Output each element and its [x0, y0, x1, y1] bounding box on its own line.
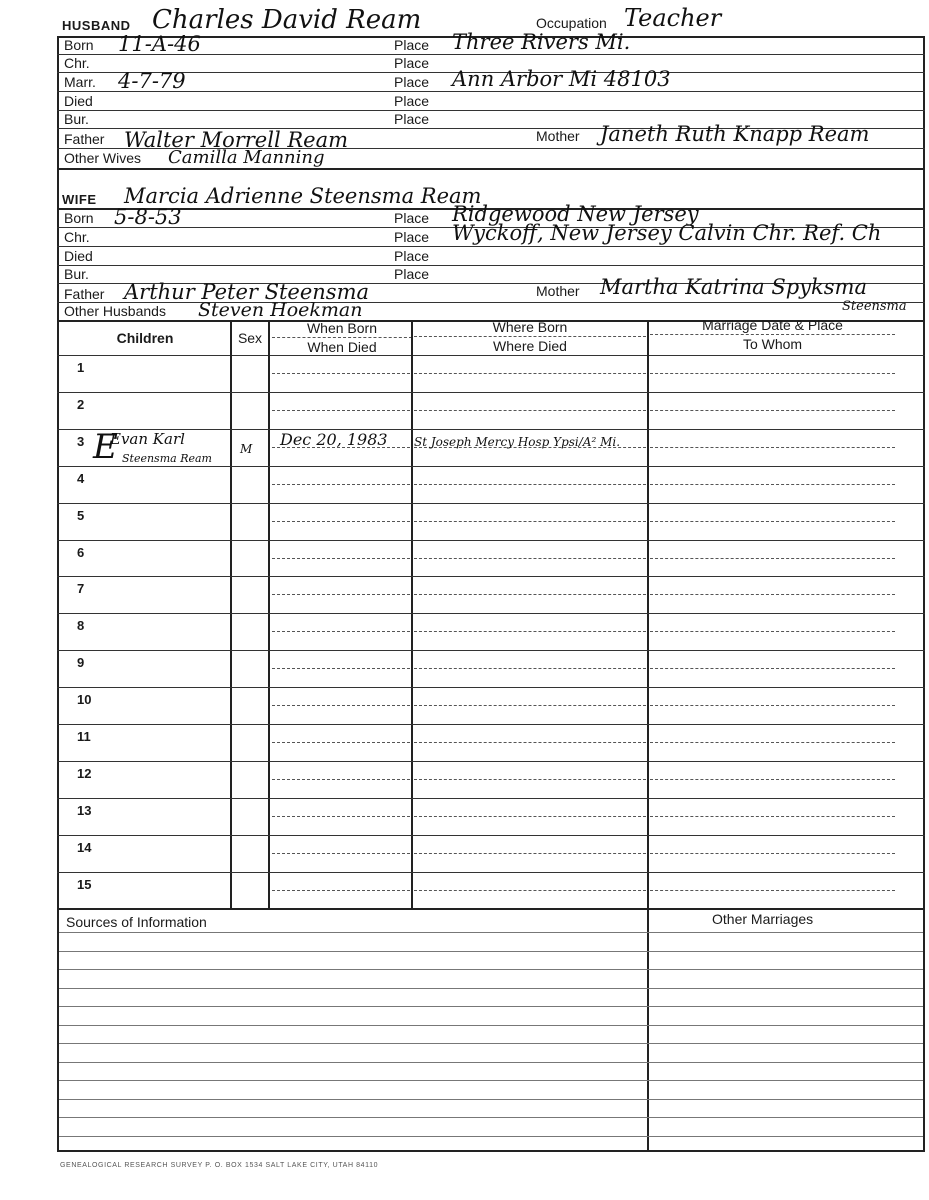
child-row-number: 3	[77, 434, 85, 449]
child-row-divider	[272, 816, 410, 817]
child-row-number: 14	[77, 840, 92, 855]
occupation-label: Occupation	[536, 15, 607, 31]
child-row-divider	[650, 484, 895, 485]
child-row-divider	[650, 890, 895, 891]
child-row-line	[57, 392, 925, 393]
child-row-number: 10	[77, 692, 92, 707]
husband-row-place-label: Place	[394, 37, 430, 53]
wife-row-place-label: Place	[394, 210, 430, 226]
source-ruled-line	[59, 1136, 923, 1137]
husband-row-label: Bur.	[64, 111, 89, 127]
child-row-number: 11	[77, 729, 91, 744]
wife-row-place-label: Place	[394, 248, 430, 264]
wife-row-label: Died	[64, 248, 93, 264]
to-whom-header: To Whom	[742, 336, 803, 352]
child-3-when-born: Dec 20, 1983	[280, 430, 388, 449]
child-row-number: 1	[77, 360, 85, 375]
child-row-divider	[272, 484, 410, 485]
child-row-divider	[414, 742, 646, 743]
col-divider-when	[268, 320, 270, 908]
other-wives-value: Camilla Manning	[168, 147, 325, 168]
marriage-header: Marriage Date & Place	[702, 317, 843, 333]
husband-father-label: Father	[64, 131, 105, 147]
husband-row-line	[57, 54, 925, 55]
wife-row-line	[57, 246, 925, 247]
source-ruled-line	[59, 951, 923, 952]
col-divider-where	[411, 320, 413, 908]
wife-label: WIFE	[62, 192, 97, 207]
husband-section-end	[57, 168, 925, 170]
wife-mother-note: Steensma	[842, 299, 907, 314]
child-row-divider	[272, 410, 410, 411]
source-ruled-line	[59, 1006, 923, 1007]
when-born-header: When Born	[306, 320, 378, 336]
marriage-header-divider	[650, 334, 895, 335]
child-3-name-line2: Steensma Ream	[122, 452, 212, 465]
wife-row-label: Born	[64, 210, 94, 226]
col-divider-marriage	[647, 320, 649, 1152]
wife-father-value: Arthur Peter Steensma	[124, 280, 370, 304]
child-row-line	[57, 835, 925, 836]
when-header-divider	[272, 337, 412, 338]
wife-name: Marcia Adrienne Steensma Ream	[124, 184, 482, 208]
sources-label: Sources of Information	[66, 914, 207, 930]
wife-father-line	[57, 302, 925, 303]
source-ruled-line	[59, 988, 923, 989]
source-ruled-line	[59, 1099, 923, 1100]
husband-row-label: Died	[64, 93, 93, 109]
husband-row-place-label: Place	[394, 111, 430, 127]
child-row-divider	[272, 853, 410, 854]
other-marriages-label: Other Marriages	[712, 911, 814, 927]
wife-row-place-label: Place	[394, 229, 430, 245]
husband-father-value: Walter Morrell Ream	[124, 128, 349, 152]
wife-row-line	[57, 265, 925, 266]
child-row-line	[57, 872, 925, 873]
child-row-line	[57, 613, 925, 614]
child-row-line	[57, 687, 925, 688]
husband-row-place-value: Ann Arbor Mi 48103	[452, 67, 671, 91]
child-row-divider	[272, 742, 410, 743]
child-row-divider	[272, 558, 410, 559]
wife-row-value: 5-8-53	[114, 205, 182, 229]
child-row-divider	[272, 594, 410, 595]
child-row-number: 9	[77, 655, 85, 670]
husband-row-value: 11-A-46	[118, 32, 201, 56]
child-row-number: 2	[77, 397, 85, 412]
child-row-number: 5	[77, 508, 85, 523]
children-header: Children	[116, 330, 174, 346]
child-row-line	[57, 576, 925, 577]
husband-row-label: Chr.	[64, 55, 90, 71]
husband-row-value: 4-7-79	[118, 69, 186, 93]
child-row-line	[57, 429, 925, 430]
col-divider-sex	[230, 320, 232, 908]
children-header-line	[57, 355, 925, 356]
footer-text: GENEALOGICAL RESEARCH SURVEY P. O. BOX 1534 SALT LAKE CITY, UTAH 84110	[60, 1162, 379, 1169]
sex-header: Sex	[237, 330, 263, 346]
child-row-divider	[414, 816, 646, 817]
source-ruled-line	[59, 1080, 923, 1081]
child-row-divider	[272, 521, 410, 522]
husband-mother-label: Mother	[536, 128, 580, 144]
child-row-divider	[272, 705, 410, 706]
child-row-divider	[650, 373, 895, 374]
husband-row-line	[57, 110, 925, 111]
husband-mother-value: Janeth Ruth Knapp Ream	[600, 122, 870, 146]
husband-row-line	[57, 91, 925, 92]
wife-mother-label: Mother	[536, 283, 580, 299]
child-row-divider	[650, 816, 895, 817]
child-row-divider	[650, 779, 895, 780]
child-row-divider	[650, 668, 895, 669]
husband-row-place-value: Three Rivers Mi.	[452, 30, 631, 54]
source-ruled-line	[59, 932, 923, 933]
child-row-divider	[414, 521, 646, 522]
child-row-divider	[414, 410, 646, 411]
child-row-divider	[272, 779, 410, 780]
child-row-line	[57, 540, 925, 541]
husband-name: Charles David Ream	[152, 5, 422, 35]
source-ruled-line	[59, 969, 923, 970]
child-row-divider	[650, 558, 895, 559]
where-born-header: Where Born	[492, 319, 568, 335]
child-row-divider	[414, 668, 646, 669]
wife-mother-value: Martha Katrina Spyksma	[600, 275, 867, 299]
source-ruled-line	[59, 1025, 923, 1026]
child-row-divider	[650, 521, 895, 522]
child-row-line	[57, 503, 925, 504]
child-row-divider	[414, 594, 646, 595]
wife-father-label: Father	[64, 286, 105, 302]
child-row-divider	[650, 742, 895, 743]
wife-row-place-value: Ridgewood New Jersey	[452, 202, 699, 226]
child-row-divider	[414, 484, 646, 485]
wife-row-label: Chr.	[64, 229, 90, 245]
child-row-number: 7	[77, 581, 85, 596]
child-3-where-born: St Joseph Mercy Hosp Ypsi/A² Mi.	[414, 435, 621, 449]
child-row-number: 12	[77, 766, 92, 781]
wife-row-place-label: Place	[394, 266, 430, 282]
child-row-divider	[414, 705, 646, 706]
child-row-divider	[650, 853, 895, 854]
child-row-divider	[272, 631, 410, 632]
child-row-number: 15	[77, 877, 92, 892]
child-3-initial: E	[93, 427, 118, 467]
child-row-divider	[272, 373, 410, 374]
child-3-sex: M	[240, 442, 253, 456]
source-ruled-line	[59, 1062, 923, 1063]
child-row-divider	[414, 890, 646, 891]
child-row-number: 13	[77, 803, 92, 818]
child-row-number: 4	[77, 471, 85, 486]
child-row-divider	[414, 853, 646, 854]
child-row-number: 6	[77, 545, 85, 560]
source-ruled-line	[59, 1043, 923, 1044]
child-row-divider	[650, 447, 895, 448]
husband-row-place-label: Place	[394, 74, 430, 90]
child-row-divider	[650, 594, 895, 595]
child-row-line	[57, 798, 925, 799]
child-row-divider	[272, 890, 410, 891]
other-wives-label: Other Wives	[64, 150, 142, 166]
child-row-divider	[414, 373, 646, 374]
child-row-divider	[650, 631, 895, 632]
source-ruled-line	[59, 1117, 923, 1118]
child-3-name: Evan Karl	[110, 430, 185, 448]
child-row-line	[57, 466, 925, 467]
husband-row-label: Marr.	[64, 74, 96, 90]
child-row-divider	[650, 705, 895, 706]
sources-top-line	[57, 908, 925, 910]
husband-row-label: Born	[64, 37, 94, 53]
where-header-divider	[414, 336, 646, 337]
child-row-line	[57, 650, 925, 651]
husband-row-place-label: Place	[394, 55, 430, 71]
child-row-divider	[414, 779, 646, 780]
child-row-line	[57, 761, 925, 762]
husband-label: HUSBAND	[62, 18, 131, 33]
when-died-header: When Died	[307, 339, 377, 355]
child-row-divider	[414, 631, 646, 632]
occupation-value: Teacher	[624, 4, 722, 32]
child-row-divider	[272, 668, 410, 669]
child-row-divider	[414, 558, 646, 559]
husband-row-place-label: Place	[394, 93, 430, 109]
child-row-divider	[650, 410, 895, 411]
other-husbands-value: Steven Hoekman	[198, 299, 363, 321]
where-died-header: Where Died	[493, 338, 567, 354]
wife-row-label: Bur.	[64, 266, 89, 282]
child-row-line	[57, 724, 925, 725]
child-row-number: 8	[77, 618, 85, 633]
wife-row-place-value: Wyckoff, New Jersey Calvin Chr. Ref. Ch	[452, 221, 882, 245]
other-husbands-label: Other Husbands	[64, 303, 166, 319]
